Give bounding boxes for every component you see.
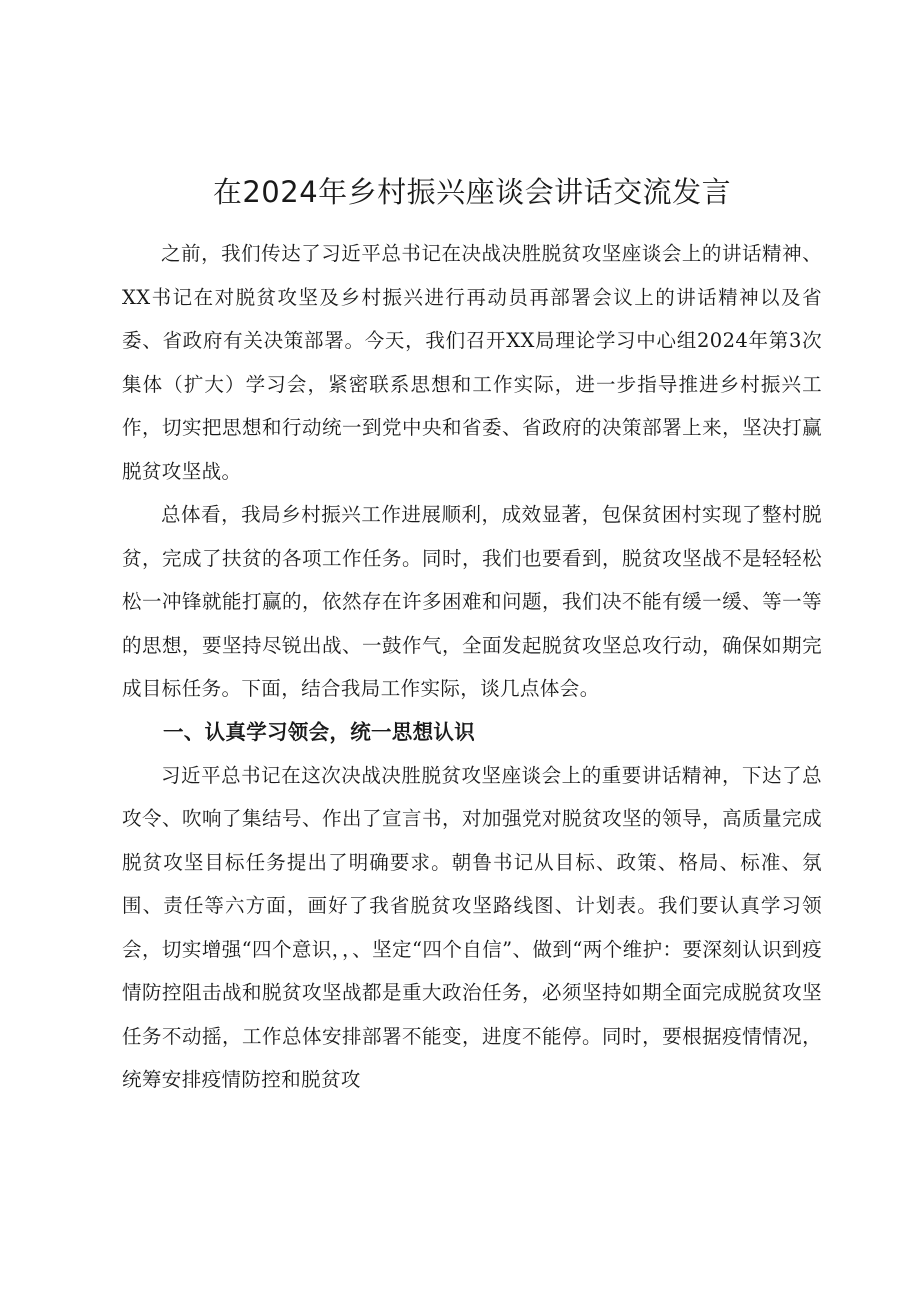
section-heading-1: 一、认真学习领会，统一思想认识 — [163, 719, 475, 744]
document-title: 在2024年乡村振兴座谈会讲话交流发言 — [212, 175, 732, 209]
overview-paragraph: 总体看，我局乡村振兴工作进展顺利，成效显著，包保贫困村实现了整村脱贫，完成了扶贫的各项工作任务。同时，我们也要看到，脱贫攻坚战不是轻轻松松一冲锋就能打赢的，依然存在许多困难和问题，我们决不能有缓一缓、等一等的思想，要坚持尽锐出战、一鼓作气，全面发起脱贫攻坚总攻行动，确保如期完成目标任务。下面，结合我局工作实际，谈几点体会。 — [122, 503, 822, 700]
intro-paragraph: 之前，我们传达了习近平总书记在决战决胜脱贫攻坚座谈会上的讲话精神、XX书记在对脱贫攻坚及乡村振兴进行再动员再部署会议上的讲话精神以及省委、省政府有关决策部署。今天，我们召开XX局理论学习中心组2024年第3次集体（扩大）学习会，紧密联系思想和工作实际，进一步指导推进乡村振兴工作，切实把思想和行动统一到党中央和省委、省政府的决策部署上来，坚决打赢脱贫攻坚战。 — [122, 242, 822, 483]
section-1-paragraph: 习近平总书记在这次决战决胜脱贫攻坚座谈会上的重要讲话精神，下达了总攻令、吹响了集结号、作出了宣言书，对加强党对脱贫攻坚的领导，高质量完成脱贫攻坚目标任务提出了明确要求。朝鲁书记从目标、政策、格局、标准、氛围、责任等六方面，画好了我省脱贫攻坚路线图、计划表。我们要认真学习领会，切实增强“四个意识，，、坚定“四个自信”、做到“两个维护：要深刻认识到疫情防控阻击战和脱贫攻坚战都是重大政治任务，必须坚持如期全面完成脱贫攻坚任务不动摇，工作总体安排部署不能变，进度不能停。同时，要根据疫情情况，统筹安排疫情防控和脱贫攻 — [122, 763, 822, 1091]
document-page — [122, 170, 822, 1102]
